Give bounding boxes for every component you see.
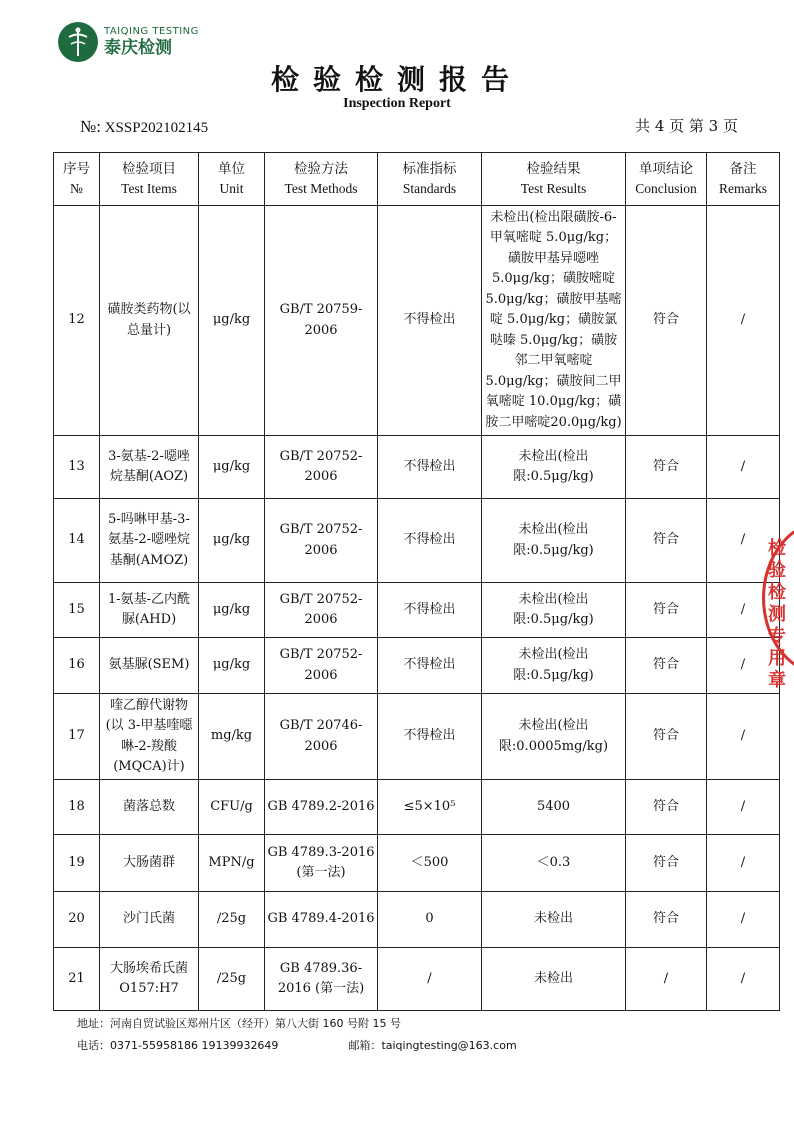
col-header-remarks: 备注 Remarks <box>707 153 780 206</box>
logo-english-name: TAIQING TESTING <box>104 26 199 37</box>
logo-chinese-name: 泰庆检测 <box>104 38 172 58</box>
col-header-unit: 单位 Unit <box>199 153 265 206</box>
table-row: 19 大肠菌群 MPN/g GB 4789.3-2016 (第一法) ＜500 ＜0.3 符合 / <box>54 835 780 892</box>
table-row: 13 3-氨基-2-噁唑烷基酮(AOZ) μg/kg GB/T 20752-2006 不得检出 未检出(检出限:0.5μg/kg) 符合 / <box>54 436 780 499</box>
col-header-standards: 标准指标 Standards <box>378 153 482 206</box>
col-header-no: 序号 № <box>54 153 100 206</box>
table-row: 14 5-吗啉甲基-3-氨基-2-噁唑烷基酮(AMOZ) μg/kg GB/T 20752-2006 不得检出 未检出(检出限:0.5μg/kg) 符合 / <box>54 499 780 583</box>
report-number <box>80 117 208 137</box>
footer-contact: 电话：0371-55958186 19139932649 邮箱：taiqingtesting@163.com <box>77 1039 517 1052</box>
email-text: taiqingtesting@163.com <box>381 1039 517 1052</box>
official-seal-stamp <box>762 520 794 691</box>
table-row: 16 氨基脲(SEM) μg/kg GB/T 20752-2006 不得检出 未检出(检出限:0.5μg/kg) 符合 / <box>54 638 780 694</box>
report-number-symbol: №: <box>80 117 101 136</box>
table-row: 21 大肠埃希氏菌 O157:H7 /25g GB 4789.36-2016 (第一法) / 未检出 / / <box>54 948 780 1011</box>
phone-text: 0371-55958186 19139932649 <box>110 1039 279 1052</box>
results-table <box>53 152 780 1011</box>
logo-tree-icon <box>58 22 98 62</box>
table-row: 17 喹乙醇代谢物(以 3-甲基喹噁啉-2-羧酸(MQCA)计) mg/kg GB/T 20746-2006 不得检出 未检出(检出限:0.0005mg/kg) 符合 / <box>54 694 780 780</box>
col-header-conclusion: 单项结论 Conclusion <box>626 153 707 206</box>
report-number-value: XSSP202102145 <box>104 120 209 136</box>
col-header-results: 检验结果 Test Results <box>482 153 626 206</box>
table-row: 20 沙门氏菌 /25g GB 4789.4-2016 0 未检出 符合 / <box>54 892 780 948</box>
table-row: 18 菌落总数 CFU/g GB 4789.2-2016 ≤5×10⁵ 5400 符合 / <box>54 780 780 835</box>
report-title: 检验检测报告 <box>270 63 523 96</box>
page-info: 共 4 页 第 3 页 <box>635 117 738 135</box>
company-logo <box>58 22 199 62</box>
table-row: 15 1-氨基-乙内酰脲(AHD) μg/kg GB/T 20752-2006 不得检出 未检出(检出限:0.5μg/kg) 符合 / <box>54 583 780 638</box>
table-header-row <box>54 153 780 206</box>
seal-text: 检验检测专用章 <box>768 538 786 691</box>
table-row: 12 磺胺类药物(以总量计) μg/kg GB/T 20759-2006 不得检出 未检出(检出限磺胺-6-甲氧嘧啶 5.0μg/kg；磺胺甲基异噁唑 5.0μg/kg；磺胺嘧啶 5.0μg/kg；磺胺甲基嘧啶 5.0μg/kg；磺胺氯哒嗪 5.0μg/kg；磺胺邻二甲氧嘧啶 5.0μg/kg；磺胺间二甲氧嘧啶 10.0μg/kg；磺胺二甲嘧啶20.0μg/kg) 符合 / <box>54 206 780 436</box>
footer-address: 地址：河南自贸试验区郑州片区（经开）第八大街 160 号附 15 号 <box>77 1017 401 1030</box>
report-subtitle: Inspection Report <box>343 96 451 111</box>
address-text: 河南自贸试验区郑州片区（经开）第八大街 160 号附 15 号 <box>110 1017 401 1030</box>
col-header-items: 检验项目 Test Items <box>100 153 199 206</box>
col-header-methods: 检验方法 Test Methods <box>265 153 378 206</box>
